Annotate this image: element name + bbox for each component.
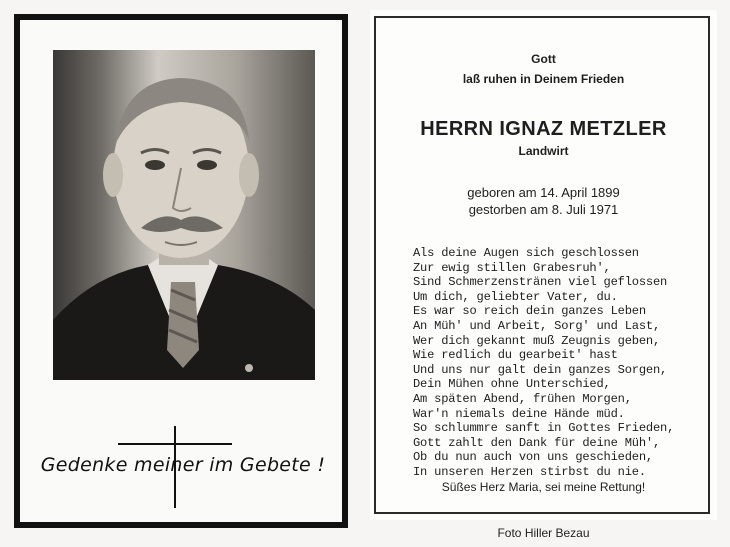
heading-rest-in-peace: laß ruhen in Deinem Frieden bbox=[462, 72, 625, 86]
poem-line: Es war so reich dein ganzes Leben bbox=[413, 304, 646, 319]
poem-line: Ob du nun auch von uns geschieden, bbox=[413, 450, 653, 465]
poem-line: Zur ewig stillen Grabesruh', bbox=[413, 260, 611, 275]
cross-horizontal bbox=[118, 443, 232, 445]
poem-line: An Müh' und Arbeit, Sorg' und Last, bbox=[413, 318, 661, 333]
heading-god: Gott bbox=[531, 52, 556, 66]
poem-line: Wer dich gekannt muß Zeugnis geben, bbox=[413, 333, 661, 348]
card-front-inner bbox=[20, 20, 342, 522]
poem-line: Gott zahlt den Dank für deine Müh', bbox=[413, 435, 661, 450]
occupation: Landwirt bbox=[518, 144, 569, 158]
poem-line: Als deine Augen sich geschlossen bbox=[413, 246, 639, 260]
poem-line: Dein Mühen ohne Unterschied, bbox=[413, 377, 611, 392]
poem-line: So schlummre sanft in Gottes Frieden, bbox=[413, 421, 675, 436]
poem-line: Am späten Abend, frühen Morgen, bbox=[413, 391, 632, 406]
memorial-poem bbox=[413, 246, 703, 480]
poem-line: Sind Schmerzenstränen viel geflossen bbox=[413, 275, 668, 290]
remember-prayer-text: Gedenke meiner im Gebete ! bbox=[40, 454, 326, 476]
portrait-illustration bbox=[53, 50, 315, 380]
memorial-card-front bbox=[14, 14, 348, 528]
portrait-photo bbox=[53, 50, 315, 380]
poem-line: Um dich, geliebter Vater, du. bbox=[413, 289, 618, 304]
memorial-card-back bbox=[370, 10, 717, 520]
poem-line: Wie redlich du gearbeit' hast bbox=[413, 348, 618, 363]
poem-line: War'n niemals deine Hände müd. bbox=[413, 406, 625, 421]
death-date: gestorben am 8. Juli 1971 bbox=[468, 202, 619, 217]
poem-line: In unseren Herzen stirbst du nie. bbox=[413, 464, 646, 479]
closing-prayer: Süßes Herz Maria, sei meine Rettung! bbox=[441, 480, 646, 494]
photo-credit: Foto Hiller Bezau bbox=[497, 526, 590, 540]
deceased-name: HERRN IGNAZ METZLER bbox=[420, 118, 667, 140]
birth-date: geboren am 14. April 1899 bbox=[467, 185, 620, 200]
poem-line: Und uns nur galt dein ganzes Sorgen, bbox=[413, 362, 668, 377]
